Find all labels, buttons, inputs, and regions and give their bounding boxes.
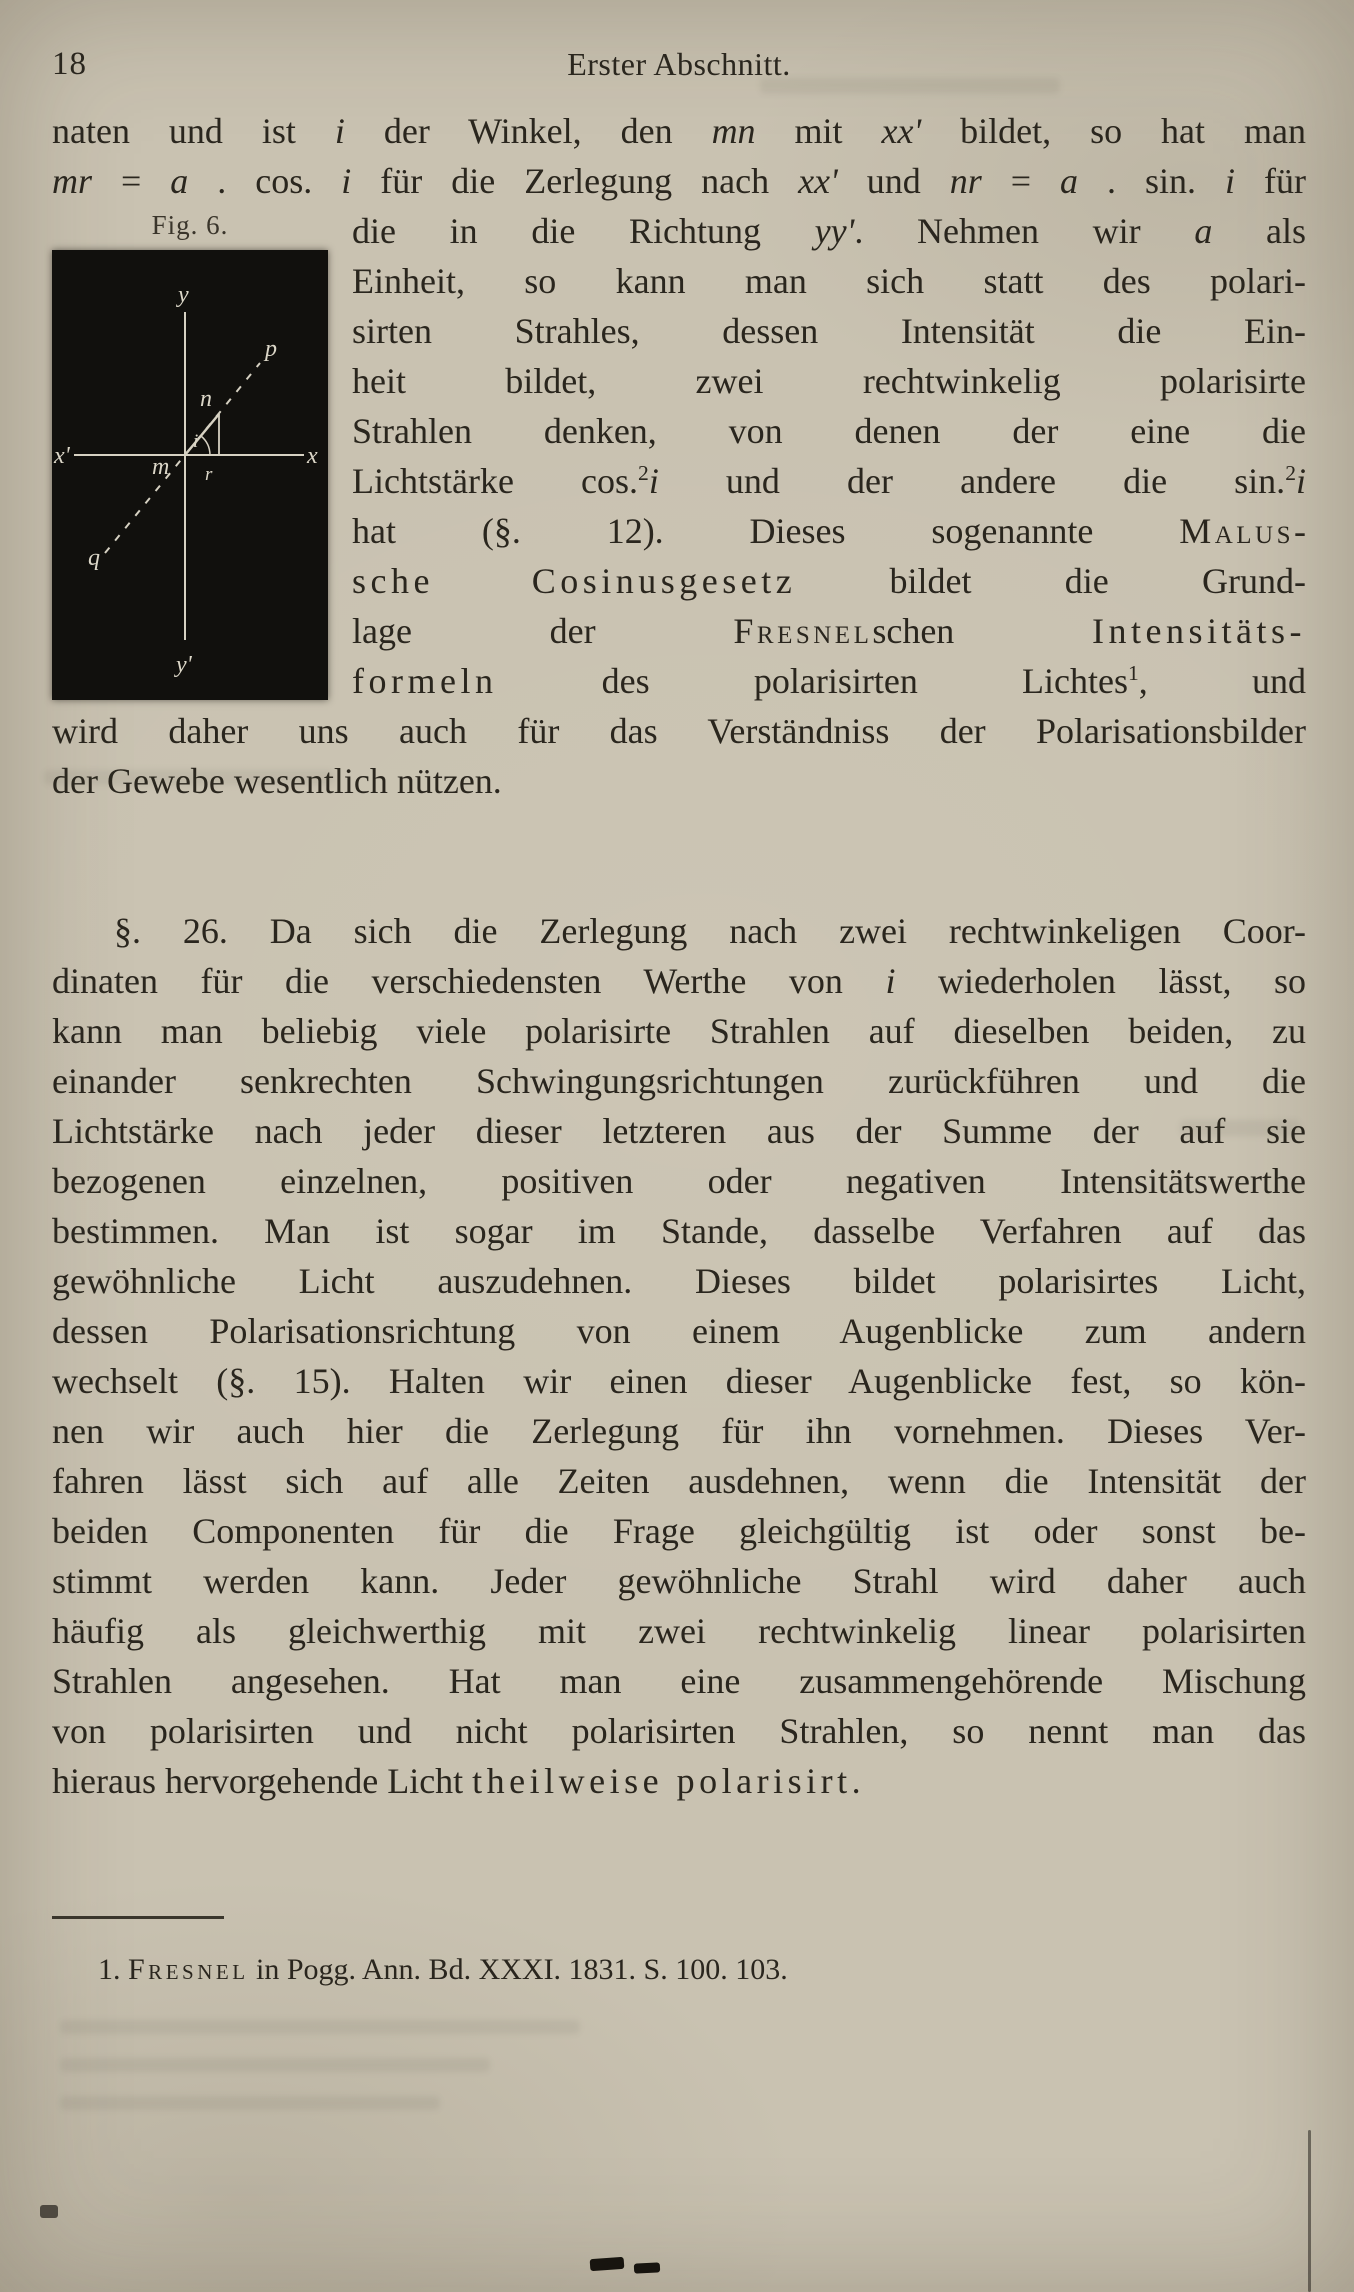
ink-stain xyxy=(40,2205,58,2218)
text-line: die in die Richtung yy'. Nehmen wir a als xyxy=(352,211,1306,251)
text-line: bestimmen. Man ist sogar im Stande, dasselbe Verfahren auf das xyxy=(52,1211,1306,1251)
text-line: sirten Strahles, dessen Intensität die Ein- xyxy=(352,311,1306,351)
text-line: der Gewebe wesentlich nützen. xyxy=(52,761,502,801)
text-line: heit bildet, zwei rechtwinkelig polarisirte xyxy=(352,361,1306,401)
ink-stain xyxy=(590,2257,625,2271)
text-line: nen wir auch hier die Zerlegung für ihn vornehmen. Dieses Ver- xyxy=(52,1411,1306,1451)
label-n: n xyxy=(200,386,212,412)
footnote xyxy=(52,1950,1306,1990)
text-line: wird daher uns auch für das Verständniss der Polarisationsbilder xyxy=(52,711,1306,751)
text-line: Lichtstärke cos.$^2$i und der andere die sin.$^2$i xyxy=(352,461,1306,501)
label-m: m xyxy=(152,454,170,480)
label-p: p xyxy=(265,336,277,362)
label-x: x xyxy=(307,443,318,469)
text-line: kann man beliebig viele polarisirte Strahlen auf dieselben beiden, zu xyxy=(52,1011,1306,1051)
text-line: beiden Componenten für die Frage gleichgültig ist oder sonst be- xyxy=(52,1511,1306,1551)
bleed-through xyxy=(1180,1120,1300,1136)
text-line: naten und ist i der Winkel, den mn mit xx' bildet, so hat man xyxy=(52,111,1306,151)
bleed-through xyxy=(760,78,1060,94)
text-line: lage der Fresnelschen Intensitäts- xyxy=(352,611,1306,651)
text-line: sche Cosinusgesetz bildet die Grund- xyxy=(352,561,1306,601)
text-line: 1. Fresnel in Pogg. Ann. Bd. XXXI. 1831. S. 100. 103. xyxy=(98,1953,788,1986)
footnote-rule xyxy=(52,1916,224,1919)
page-number: 18 xyxy=(52,46,87,82)
label-r: r xyxy=(205,464,213,485)
text-line: bezogenen einzelnen, positiven oder negativen Intensitätswerthe xyxy=(52,1161,1306,1201)
text-line: §. 26. Da sich die Zerlegung nach zwei rechtwinkeligen Coor- xyxy=(114,911,1306,951)
text-line: einander senkrechten Schwingungsrichtungen zurückführen und die xyxy=(52,1061,1306,1101)
label-i: i xyxy=(193,431,199,452)
paragraph-26 xyxy=(52,906,1306,1806)
text-line: formeln des polarisirten Lichtes$^1$, und xyxy=(352,661,1307,701)
bleed-through xyxy=(60,2096,440,2110)
figure-caption: Fig. 6. xyxy=(151,210,229,240)
label-q: q xyxy=(88,545,100,571)
bleed-through xyxy=(60,2058,490,2072)
text-line: von polarisirten und nicht polarisirten Strahlen, so nennt man das xyxy=(52,1711,1306,1751)
label-y: y xyxy=(178,282,189,308)
text-line: Einheit, so kann man sich statt des polari- xyxy=(352,261,1306,301)
label-y-prime: y' xyxy=(176,652,192,678)
running-title: Erster Abschnitt. xyxy=(567,46,791,82)
text-line: wechselt (§. 15). Halten wir einen dieser Augenblicke fest, so kön- xyxy=(52,1361,1306,1401)
figure-diagram xyxy=(52,250,328,700)
text-line: Strahlen denken, von denen der eine die xyxy=(352,411,1306,451)
text-line: stimmt werden kann. Jeder gewöhnliche Strahl wird daher auch xyxy=(52,1561,1306,1601)
label-x-prime: x' xyxy=(54,443,70,469)
figure-6 xyxy=(52,208,328,700)
page-header xyxy=(52,46,1306,88)
text-line: häufig als gleichwerthig mit zwei rechtwinkelig linear polarisirten xyxy=(52,1611,1306,1651)
text-line: hat (§. 12). Dieses sogenannte Malus- xyxy=(352,511,1306,551)
text-line: dessen Polarisationsrichtung von einem Augenblicke zum andern xyxy=(52,1311,1306,1351)
text-line: mr = a . cos. i für die Zerlegung nach xx' und nr = a . sin. i für xyxy=(52,161,1306,201)
text-line: Strahlen angesehen. Hat man eine zusammengehörende Mischung xyxy=(52,1661,1306,1701)
ink-stain xyxy=(634,2262,660,2273)
text-line: fahren lässt sich auf alle Zeiten ausdehnen, wenn die Intensität der xyxy=(52,1461,1306,1501)
bleed-through xyxy=(60,2020,580,2034)
text-line: Lichtstärke nach jeder dieser letzteren aus der Summe der auf sie xyxy=(52,1111,1306,1151)
text-line: gewöhnliche Licht auszudehnen. Dieses bildet polarisirtes Licht, xyxy=(52,1261,1306,1301)
page-edge-line xyxy=(1308,2130,1311,2292)
text-line: dinaten für die verschiedensten Werthe von i wiederholen lässt, so xyxy=(52,961,1307,1001)
figure-background xyxy=(52,250,328,700)
bleed-through xyxy=(44,770,334,785)
text-line: hieraus hervorgehende Licht theilweise polarisirt. xyxy=(52,1761,861,1801)
